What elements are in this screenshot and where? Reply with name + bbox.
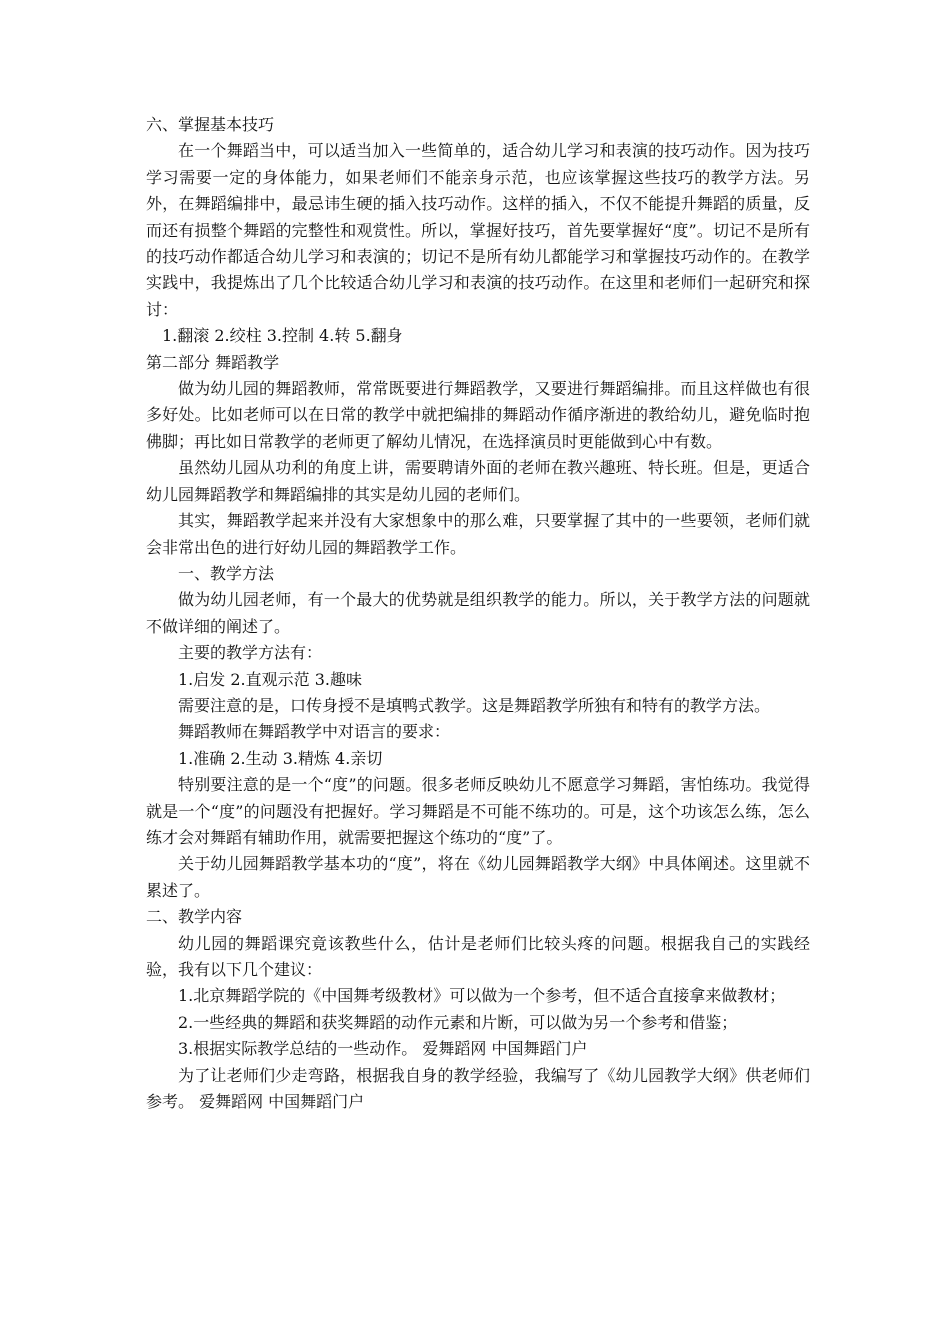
suggestion-item: 3.根据实际教学总结的一些动作。 爱舞蹈网 中国舞蹈门户 (178, 1039, 588, 1059)
part-two-heading: 第二部分 舞蹈教学 (146, 352, 280, 372)
methods-list: 1.启发 2.直观示范 3.趣味 (178, 669, 362, 689)
paragraph-content-intro: 幼儿园的舞蹈课究竟该教些什么，估计是老师们比较头疼的问题。根据我自己的实践经验，我有以下几个建议： (146, 933, 810, 979)
section-heading-six: 六、掌握基本技巧 (146, 115, 275, 134)
paragraph-closing: 为了让老师们少走弯路，根据我自身的教学经验，我编写了《幼儿园教学大纲》供老师们参考。 爱舞蹈网 中国舞蹈门户 (146, 1065, 810, 1112)
suggestion-item: 1.北京舞蹈学院的《中国舞考级教材》可以做为一个参考，但不适合直接拿来做教材； (178, 986, 786, 1006)
paragraph-methods: 做为幼儿园老师，有一个最大的优势就是组织教学的能力。所以，关于教学方法的问题就不做详细的阐述了。 (146, 590, 810, 636)
section-heading-methods: 一、教学方法 (178, 563, 275, 583)
paragraph-not-hard: 其实，舞蹈教学起来并没有大家想象中的那么难，只要掌握了其中的一些要领，老师们就会非常出色的进行好幼儿园的舞蹈教学工作。 (146, 511, 810, 557)
paragraph-oral: 需要注意的是，口传身授不是填鸭式教学。这是舞蹈教学所独有和特有的教学方法。 (178, 695, 771, 715)
language-list: 1.准确 2.生动 3.精炼 4.亲切 (178, 748, 383, 768)
suggestion-item: 2.一些经典的舞蹈和获奖舞蹈的动作元素和片断，可以做为另一个参考和借鉴； (178, 1012, 738, 1032)
paragraph-syllabus-ref: 关于幼儿园舞蹈教学基本功的“度”，将在《幼儿园舞蹈教学大纲》中具体阐述。这里就不累述了。 (146, 854, 810, 900)
methods-intro: 主要的教学方法有： (178, 643, 323, 663)
paragraph-degree: 特别要注意的是一个“度”的问题。很多老师反映幼儿不愿意学习舞蹈，害怕练功。我觉得就是一个“度”的问题没有把握好。学习舞蹈是不可能不练功的。可是，这个功该怎么练，怎么练才会对舞蹈有辅助作用，就需要把握这个练功的“度”了。 (146, 775, 810, 847)
language-intro: 舞蹈教师在舞蹈教学中对语言的要求： (178, 722, 451, 742)
skills-list: 1.翻滚 2.绞柱 3.控制 4.转 5.翻身 (162, 326, 403, 346)
document-body (146, 112, 810, 1115)
paragraph-utility: 虽然幼儿园从功利的角度上讲，需要聘请外面的老师在教兴趣班、特长班。但是，更适合幼儿园舞蹈教学和舞蹈编排的其实是幼儿园的老师们。 (146, 458, 810, 504)
section-heading-content: 二、教学内容 (146, 907, 243, 927)
paragraph-skills: 在一个舞蹈当中，可以适当加入一些简单的，适合幼儿学习和表演的技巧动作。因为技巧学习需要一定的身体能力，如果老师们不能亲身示范，也应该掌握这些技巧的教学方法。另外，在舞蹈编排中，最忌讳生硬的插入技巧动作。这样的插入，不仅不能提升舞蹈的质量，反而还有损整个舞蹈的完整性和观赏性。所以，掌握好技巧，首先要掌握好“度”。切记不是所有的技巧动作都适合幼儿学习和表演的；切记不是所有幼儿都能学习和掌握技巧动作的。在教学实践中，我提炼出了几个比较适合幼儿学习和表演的技巧动作。在这里和老师们一起研究和探讨： (146, 141, 810, 319)
paragraph-teacher-role: 做为幼儿园的舞蹈教师，常常既要进行舞蹈教学，又要进行舞蹈编排。而且这样做也有很多好处。比如老师可以在日常的教学中就把编排的舞蹈动作循序渐进的教给幼儿，避免临时抱佛脚；再比如日常教学的老师更了解幼儿情况，在选择演员时更能做到心中有数。 (146, 379, 810, 451)
